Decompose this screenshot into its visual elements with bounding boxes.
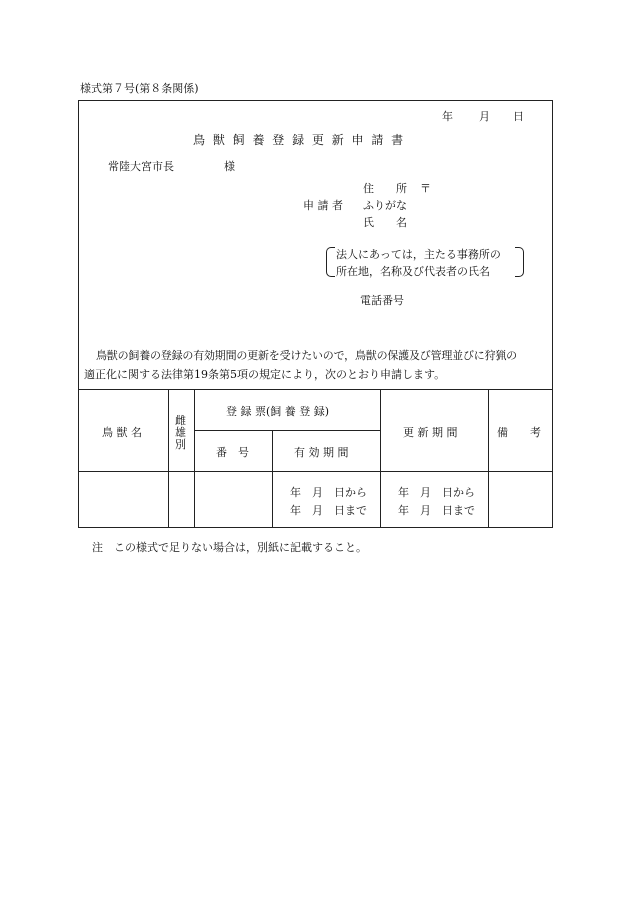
postal-mark: 〒 (420, 182, 431, 195)
header-renewal: 更 新 期 間 (403, 426, 458, 439)
body-text-line1: 鳥獣の飼養の登録の有効期間の更新を受けたいので，鳥獣の保護及び管理並びに狩猟の (96, 349, 517, 362)
note-bracket-left (326, 247, 335, 277)
registration-subheader-border (194, 430, 380, 431)
col-divider-1 (168, 389, 169, 528)
renewal-to: 年 月 日まで (398, 504, 475, 517)
footnote: 注 この様式で足りない場合は，別紙に記載すること。 (92, 541, 367, 554)
corp-note-line1: 法人にあっては，主たる事務所の (336, 248, 501, 261)
form-number-label: 様式第７号(第８条関係) (80, 82, 199, 95)
name-label: 氏 名 (363, 216, 407, 229)
address-label: 住 所 (363, 182, 407, 195)
header-validity: 有 効 期 間 (294, 446, 349, 459)
validity-from: 年 月 日から (290, 486, 367, 499)
header-sex-2: 雄 (175, 426, 186, 439)
col-divider-3 (272, 430, 273, 528)
col-divider-2 (194, 389, 195, 528)
header-species: 鳥 獣 名 (102, 426, 142, 439)
furigana-label: ふりがな (363, 199, 407, 212)
corp-note-line2: 所在地，名称及び代表者の氏名 (336, 265, 490, 278)
table-header-bottom-border (78, 471, 553, 472)
col-divider-4 (380, 389, 381, 528)
header-registration: 登 録 票(飼 養 登 録) (226, 405, 330, 418)
phone-label: 電話番号 (360, 294, 404, 307)
note-bracket-right (515, 247, 524, 277)
header-sex-3: 別 (175, 438, 186, 451)
form-title: 鳥 獣 飼 養 登 録 更 新 申 請 書 (193, 133, 406, 147)
col-divider-5 (488, 389, 489, 528)
header-sex-1: 雌 (175, 414, 186, 427)
validity-to: 年 月 日まで (290, 504, 367, 517)
date-day: 日 (513, 110, 524, 123)
addressee-honorific: 様 (224, 160, 235, 173)
date-month: 月 (479, 110, 490, 123)
addressee-name: 常陸大宮市長 (108, 160, 174, 173)
date-year: 年 (442, 110, 453, 123)
applicant-label: 申 請 者 (303, 199, 343, 212)
header-number: 番 号 (216, 446, 249, 459)
renewal-from: 年 月 日から (398, 486, 475, 499)
header-remarks: 備 考 (497, 426, 541, 439)
table-top-border (78, 389, 553, 390)
body-text-line2: 適正化に関する法律第19条第5項の規定により，次のとおり申請します。 (84, 368, 446, 381)
